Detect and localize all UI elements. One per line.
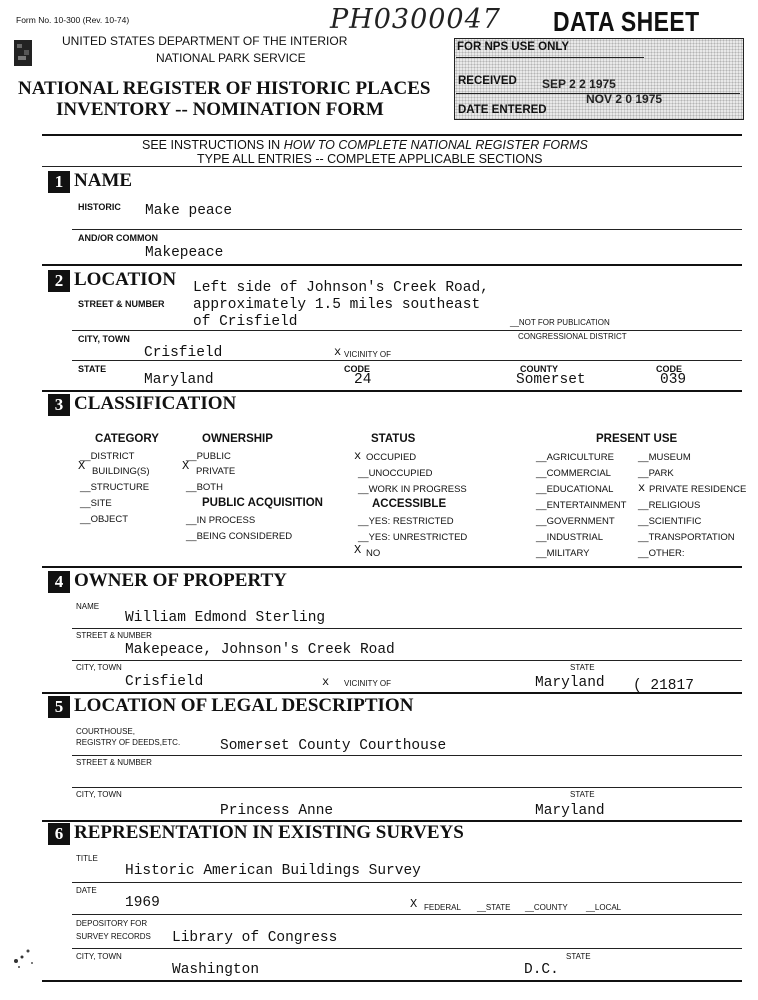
department-seal-icon (12, 38, 34, 68)
accessible-unrestricted: __YES: UNRESTRICTED (358, 532, 468, 543)
section-2-number: 2 (48, 270, 70, 292)
accessible-heading: ACCESSIBLE (372, 498, 447, 510)
street-line3-value: of Crisfield (193, 314, 298, 330)
ownership-public: __PUBLIC (186, 451, 231, 462)
federal-option: FEDERAL (424, 903, 461, 912)
category-heading: CATEGORY (95, 433, 159, 445)
owner-city-label: CITY, TOWN (76, 663, 122, 672)
use-private-residence-mark: x (638, 481, 646, 495)
department-name: UNITED STATES DEPARTMENT OF THE INTERIOR (62, 34, 348, 48)
accessible-no: NO (366, 548, 381, 559)
received-label: RECEIVED (458, 75, 517, 87)
survey-state-label: STATE (566, 952, 591, 961)
instructions-line2: TYPE ALL ENTRIES -- COMPLETE APPLICABLE SECTIONS (197, 152, 543, 166)
legal-street-label: STREET & NUMBER (76, 758, 152, 767)
courthouse-label-line2: REGISTRY OF DEEDS,ETC. (76, 738, 181, 747)
survey-title-value: Historic American Buildings Survey (125, 863, 421, 879)
owner-vicinity-mark: x (322, 675, 330, 689)
survey-state-value: D.C. (524, 962, 559, 978)
street-line2-value: approximately 1.5 miles southeast (193, 297, 481, 313)
owner-state-label: STATE (570, 663, 595, 672)
use-scientific: __SCIENTIFIC (638, 516, 702, 527)
category-object: __OBJECT (80, 514, 129, 525)
congressional-district-label: CONGRESSIONAL DISTRICT (518, 332, 627, 341)
section-4-number: 4 (48, 571, 70, 593)
legal-state-value: Maryland (535, 803, 605, 819)
section-6-title: REPRESENTATION IN EXISTING SURVEYS (74, 822, 464, 843)
use-government: __GOVERNMENT (536, 516, 615, 527)
category-building: BUILDING(S) (92, 466, 150, 477)
legal-city-label: CITY, TOWN (76, 790, 122, 799)
use-other: __OTHER: (638, 548, 685, 559)
date-entered-stamp: NOV 2 0 1975 (586, 92, 663, 106)
use-museum: __MUSEUM (638, 452, 691, 463)
courthouse-value: Somerset County Courthouse (220, 738, 447, 754)
local-option: __LOCAL (586, 903, 622, 912)
section-6-number: 6 (48, 823, 70, 845)
code-label: CODE (344, 364, 371, 374)
common-name-value: Makepeace (145, 245, 224, 261)
county-code-value: 039 (660, 372, 687, 388)
city-town-label: CITY, TOWN (78, 334, 130, 344)
service-name: NATIONAL PARK SERVICE (156, 51, 306, 65)
scan-speck-icon (8, 943, 38, 973)
form-title-line1: NATIONAL REGISTER OF HISTORIC PLACES (18, 78, 431, 99)
legal-state-label: STATE (570, 790, 595, 799)
survey-title-label: TITLE (76, 854, 98, 863)
state-value: Maryland (144, 372, 214, 388)
survey-date-label: DATE (76, 886, 97, 895)
present-use-heading: PRESENT USE (596, 433, 678, 445)
county-code-label: CODE (656, 364, 683, 374)
state-option: __STATE (477, 903, 511, 912)
not-for-publication-option: __NOT FOR PUBLICATION (510, 318, 610, 327)
accessible-restricted: __YES: RESTRICTED (358, 516, 454, 527)
depository-label-line2: SURVEY RECORDS (76, 932, 151, 941)
use-military: __MILITARY (536, 548, 590, 559)
legal-city-value: Princess Anne (220, 803, 334, 819)
category-structure: __STRUCTURE (80, 482, 150, 493)
city-value: Crisfield (144, 345, 223, 361)
received-stamp: SEP 2 2 1975 (542, 77, 616, 91)
survey-city-value: Washington (172, 962, 260, 978)
owner-name-value: William Edmond Sterling (125, 610, 326, 626)
survey-city-label: CITY, TOWN (76, 952, 122, 961)
use-private-residence: PRIVATE RESIDENCE (649, 484, 747, 495)
use-commercial: __COMMERCIAL (536, 468, 611, 479)
acquisition-being-considered: __BEING CONSIDERED (186, 531, 293, 542)
historic-label: HISTORIC (78, 202, 121, 212)
acquisition-in-process: __IN PROCESS (186, 515, 256, 526)
status-work-in-progress: __WORK IN PROGRESS (358, 484, 467, 495)
section-3-number: 3 (48, 394, 70, 416)
owner-street-label: STREET & NUMBER (76, 631, 152, 640)
section-1-title: NAME (74, 170, 133, 191)
vicinity-label: VICINITY OF (344, 350, 391, 359)
use-industrial: __INDUSTRIAL (536, 532, 604, 543)
federal-mark: X (410, 897, 418, 911)
form-number: Form No. 10-300 (Rev. 10-74) (16, 15, 130, 25)
category-building-mark: X (78, 459, 86, 473)
use-entertainment: __ENTERTAINMENT (536, 500, 627, 511)
owner-city-value: Crisfield (125, 674, 204, 690)
street-number-label: STREET & NUMBER (78, 299, 165, 309)
depository-label-line1: DEPOSITORY FOR (76, 919, 148, 928)
owner-state-value: Maryland (535, 675, 605, 691)
owner-street-value: Makepeace, Johnson's Creek Road (125, 642, 395, 658)
use-educational: __EDUCATIONAL (536, 484, 614, 495)
depository-value: Library of Congress (172, 930, 338, 946)
use-religious: __RELIGIOUS (638, 500, 701, 511)
section-5-number: 5 (48, 696, 70, 718)
street-line1-value: Left side of Johnson's Creek Road, (193, 280, 489, 296)
ownership-heading: OWNERSHIP (202, 433, 273, 445)
instructions-line1: SEE INSTRUCTIONS IN HOW TO COMPLETE NATIONAL REGISTER FORMS (142, 138, 588, 152)
section-5-title: LOCATION OF LEGAL DESCRIPTION (74, 695, 414, 716)
category-district: __DISTRICT (80, 451, 135, 462)
status-occupied: OCCUPIED (366, 452, 417, 463)
owner-zip-value: ( 21817 (633, 678, 694, 694)
use-transportation: __TRANSPORTATION (638, 532, 735, 543)
date-entered-label: DATE ENTERED (458, 104, 547, 116)
courthouse-label-line1: COURTHOUSE, (76, 727, 135, 736)
vicinity-checkmark: x (334, 345, 342, 359)
status-heading: STATUS (371, 433, 416, 445)
state-code-value: 24 (354, 372, 372, 388)
owner-vicinity-label: VICINITY OF (344, 679, 391, 688)
section-4-title: OWNER OF PROPERTY (74, 570, 287, 591)
status-occupied-mark: x (354, 449, 362, 463)
nps-use-label: FOR NPS USE ONLY (457, 41, 570, 53)
handwritten-record-id: PH0300047 (330, 4, 501, 35)
ownership-private-mark: X (182, 459, 190, 473)
form-title-line2: INVENTORY -- NOMINATION FORM (56, 99, 384, 120)
status-unoccupied: __UNOCCUPIED (358, 468, 433, 479)
section-3-title: CLASSIFICATION (74, 393, 237, 414)
historic-name-value: Make peace (145, 203, 233, 219)
survey-date-value: 1969 (125, 895, 160, 911)
state-label: STATE (78, 364, 107, 374)
ownership-private: PRIVATE (196, 466, 236, 477)
owner-name-label: NAME (76, 602, 100, 611)
county-option: __COUNTY (525, 903, 568, 912)
category-site: __SITE (80, 498, 112, 509)
data-sheet-label: DATA SHEET (553, 6, 700, 37)
accessible-no-mark: X (354, 543, 362, 557)
use-agriculture: __AGRICULTURE (536, 452, 614, 463)
county-label: COUNTY (520, 364, 558, 374)
use-park: __PARK (638, 468, 674, 479)
common-name-label: AND/OR COMMON (78, 233, 158, 243)
section-2-title: LOCATION (74, 269, 177, 290)
ownership-both: __BOTH (186, 482, 223, 493)
county-value: Somerset (516, 372, 586, 388)
public-acquisition-heading: PUBLIC ACQUISITION (202, 497, 323, 509)
section-1-number: 1 (48, 171, 70, 193)
